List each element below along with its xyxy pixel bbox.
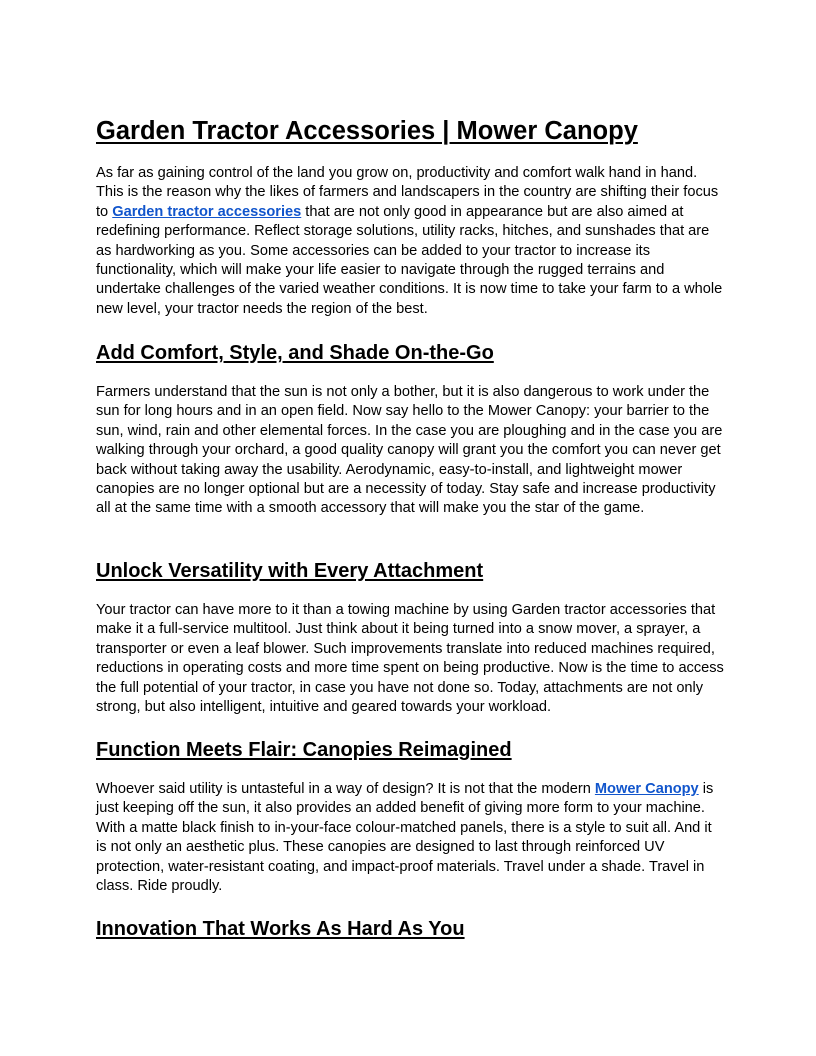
section-heading-versatility: Unlock Versatility with Every Attachment: [96, 560, 484, 582]
garden-tractor-accessories-link[interactable]: Garden tractor accessories: [112, 203, 302, 220]
section-canopies-paragraph: [96, 780, 726, 896]
canopies-text-start: Whoever said utility is untasteful in a way of design? It is not that the modern: [96, 781, 595, 797]
section-heading-canopies: Function Meets Flair: Canopies Reimagined: [96, 739, 512, 761]
intro-text-start: As far as gaining control of the land you grow on, productivity and comfort walk hand in hand. This is the reason why the likes of farmers and landscapers in the country are shifting their focus to: [96, 165, 719, 220]
section-comfort-paragraph: Farmers understand that the sun is not only a bother, but it is also dangerous to work under the sun for long hours and in an open field. Now say hello to the Mower Canopy: your barrier to the sun, wind, rain and other elemental forces. In the case you are ploughing and in the case you are walking through your orchard, a good quality canopy will grant you the comfort you can never get back without taking away the usability. Aerodynamic, easy-to-install, and lightweight mower canopies are no longer optional but are a necessity of today. Stay safe and increase productivity all at the same time with a smooth accessory that will make you the star of the game.: [96, 384, 723, 517]
intro-text-end: that are not only good in appearance but are also aimed at redefining performance. Reflect storage solutions, utility racks, hitches, and sunshades that are as hardworking as you. Some accessories can be added to your tractor to increase its functionality, which will make your life easier to navigate through the rugged terrains and undertake challenges of the varied weather conditions. It is now time to take your farm to a whole new level, your tractor needs the region of the best.: [96, 203, 723, 317]
section-heading-comfort: Add Comfort, Style, and Shade On-the-Go: [96, 342, 494, 364]
page-title: Garden Tractor Accessories | Mower Canopy: [96, 117, 638, 145]
intro-paragraph: [96, 164, 726, 319]
section-heading-innovation: Innovation That Works As Hard As You: [96, 918, 465, 940]
section-versatility-paragraph: Your tractor can have more to it than a towing machine by using Garden tractor accessories that make it a full-service multitool. Just think about it being turned into a snow mover, a sprayer, a transporter or even a leaf blower. Such improvements translate into reduced machines required, reductions in operating costs and more time spent on being productive. Now is the time to access the full potential of your tractor, in case you have not done so. Today, attachments are not only strong, but also intelligent, intuitive and geared towards your workload.: [96, 602, 724, 716]
mower-canopy-link[interactable]: Mower Canopy: [594, 781, 699, 797]
canopies-text-end: is just keeping off the sun, it also provides an added benefit of giving more form to your machine. With a matte black finish to in-your-face colour-matched panels, there is a style to suit all. And it is not only an aesthetic plus. These canopies are designed to last through reinforced UV protection, water-resistant coating, and impact-proof materials. Travel under a shade. Travel in class. Ride proudly.: [96, 781, 714, 895]
